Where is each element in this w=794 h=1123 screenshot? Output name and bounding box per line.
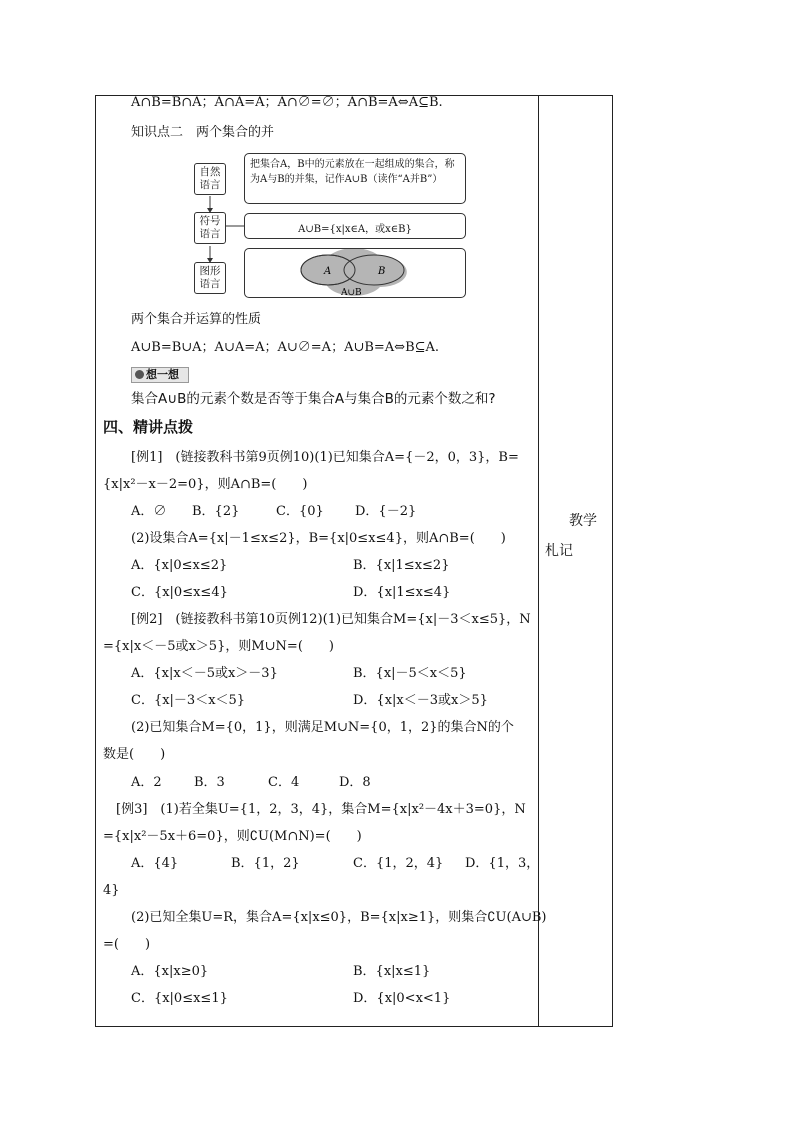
- venn-label-b: B: [378, 266, 386, 277]
- example1-part2: (2)设集合A={x|－1≤x≤2}，B={x|0≤x≤4}，则A∩B=( ): [131, 531, 506, 546]
- graphic-language-box: [244, 248, 466, 298]
- venn-caption: A∪B: [341, 288, 362, 297]
- ex2p2-option-c: C．4: [268, 775, 300, 790]
- ex3p2-option-c: C．{x|0≤x≤1}: [131, 991, 228, 1006]
- think-icon: [135, 370, 144, 379]
- label-symbol-language: 符号语言: [194, 212, 226, 244]
- column-divider: [538, 95, 539, 1027]
- example3-part2-line2: =( ): [103, 937, 151, 952]
- ex3p2-option-a: A．{x|x≥0}: [131, 964, 209, 979]
- ex2p2-option-b: B．3: [194, 775, 225, 790]
- side-note-line2: 札记: [545, 543, 573, 559]
- union-properties: A∪B=B∪A；A∪A=A；A∪∅=A；A∪B=A⇔B⊆A.: [131, 340, 440, 355]
- union-formula: A∪B={x|x∈A，或x∈B}: [298, 224, 412, 235]
- example3-line1: [例3] (1)若全集U={1，2，3，4}，集合M={x|x²－4x＋3=0}，N: [116, 802, 526, 817]
- ex2p2-option-d: D．8: [339, 775, 371, 790]
- section-heading: 四、精讲点拨: [103, 418, 194, 436]
- example2-line1: [例2] (链接教科书第10页例12)(1)已知集合M={x|－3＜x≤5}，N: [131, 612, 531, 627]
- ex2-option-a: A．{x|x＜－5或x＞－3}: [131, 666, 278, 681]
- ex3-option-a: A．{4}: [131, 856, 179, 871]
- ex3p2-option-d: D．{x|0<x<1}: [353, 991, 451, 1006]
- venn-label-a: A: [324, 266, 332, 277]
- example1-line2: {x|x²－x－2=0}，则A∩B=( ): [103, 477, 308, 492]
- think-badge: [131, 367, 189, 383]
- union-properties-title: 两个集合并运算的性质: [131, 312, 262, 327]
- label-graphic-language: 图形语言: [194, 262, 226, 294]
- example3-line2: ={x|x²－5x＋6=0}，则∁U(M∩N)=( ): [103, 829, 362, 844]
- diagram-arrows: [190, 190, 250, 270]
- ex3p2-option-b: B．{x|x≤1}: [353, 964, 431, 979]
- example2-part2-line1: (2)已知集合M={0，1}，则满足M∪N={0，1，2}的集合N的个: [131, 720, 514, 735]
- think-question: 集合A∪B的元素个数是否等于集合A与集合B的元素个数之和?: [131, 391, 496, 407]
- ex1p2-option-c: C．{x|0≤x≤4}: [131, 585, 228, 600]
- knowledge-point-2-title: 知识点二 两个集合的并: [131, 125, 275, 140]
- natural-language-box: [244, 153, 466, 204]
- ex1-option-d: D．{－2}: [355, 504, 417, 519]
- example1-line1: [例1] (链接教科书第9页例10)(1)已知集合A={－2，0，3}，B=: [131, 450, 519, 465]
- example3-part2-line1: (2)已知全集U=R，集合A={x|x≤0}，B={x|x≥1}，则集合∁U(A∪B): [131, 910, 547, 925]
- venn-diagram: [245, 249, 465, 297]
- ex1p2-option-d: D．{x|1≤x≤4}: [353, 585, 451, 600]
- ex2p2-option-a: A．2: [131, 775, 162, 790]
- ex1p2-option-b: B．{x|1≤x≤2}: [353, 558, 450, 573]
- ex2-option-d: D．{x|x＜－3或x＞5}: [353, 693, 488, 708]
- example2-line2: ={x|x＜－5或x＞5}，则M∪N=( ): [103, 639, 334, 654]
- intersection-properties: A∩B=B∩A；A∩A=A；A∩∅=∅；A∩B=A⇔A⊆B.: [131, 95, 443, 110]
- ex3-option-d: D．{1，3，: [465, 856, 540, 871]
- symbol-language-box: [244, 213, 466, 239]
- union-definition-text: 把集合A，B中的元素放在一起组成的集合，称为A与B的并集，记作A∪B（读作“A并B”）: [250, 159, 455, 185]
- ex1-option-c: C．{0}: [276, 504, 324, 519]
- ex1-option-a: A．∅: [131, 504, 167, 519]
- ex3-option-b: B．{1，2}: [231, 856, 300, 871]
- ex3-option-d-cont: 4}: [103, 883, 120, 898]
- example2-part2-line2: 数是( ): [103, 747, 166, 762]
- think-label: 想一想: [146, 368, 179, 381]
- label-natural-language: 自然语言: [194, 163, 226, 195]
- ex1p2-option-a: A．{x|0≤x≤2}: [131, 558, 228, 573]
- ex3-option-c: C．{1，2，4}: [353, 856, 444, 871]
- side-note-line1: 教学: [569, 513, 597, 529]
- ex1-option-b: B．{2}: [192, 504, 240, 519]
- ex2-option-c: C．{x|－3＜x＜5}: [131, 693, 246, 708]
- ex2-option-b: B．{x|－5＜x＜5}: [353, 666, 467, 681]
